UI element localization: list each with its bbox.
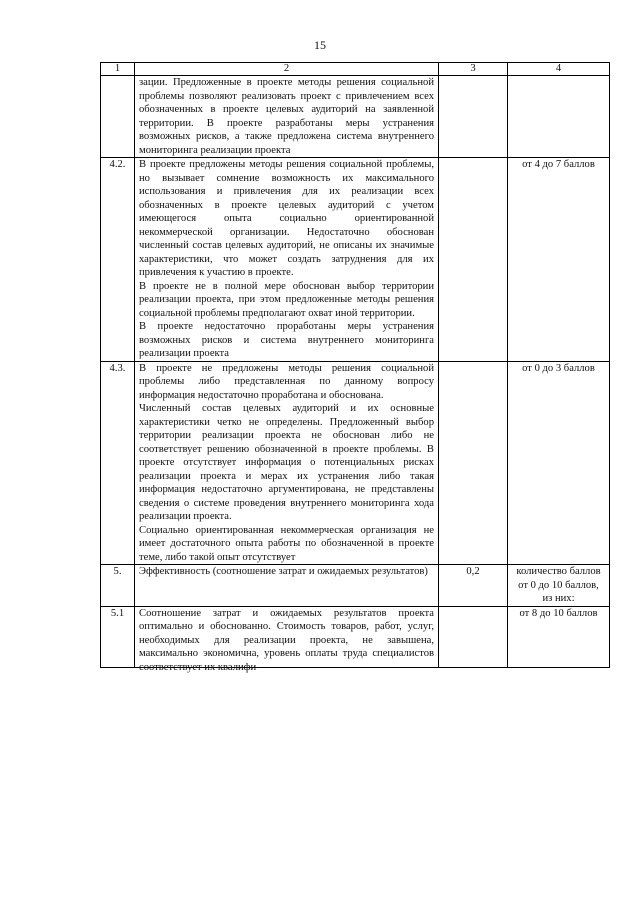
description-paragraph: Численный состав целевых аудиторий и их основные характеристики четко не определены. Предложенный выбор территории реализации проекта не обоснован либо не соответствует решению обозначенной в проекте проблемы. В проекте отсутствует информация о потенциальных рисках реализации проекта и мерах их устранения либо такая информация недостаточно аргументирована, не представлены сведения о системе проведения внутреннего мониторинга хода реализации проекта.	[139, 403, 434, 522]
row-weight: 0,2	[439, 565, 508, 607]
description-paragraph: В проекте не предложены методы решения социальной проблемы либо представленная по данному вопросу информация недостаточно проработана и обоснована.	[139, 362, 434, 401]
column-header: 1	[101, 63, 135, 76]
row-description	[135, 361, 439, 565]
page-number: 15	[314, 38, 326, 52]
row-score: от 4 до 7 баллов	[508, 158, 610, 362]
description-paragraph: Соотношение затрат и ожидаемых результатов проекта оптимально и обоснованно. Стоимость товаров, работ, услуг, необходимых для реализации проекта, не завышена, максимально экономична, уровень оплаты труда специалистов соответствует их квалифи-	[139, 607, 434, 673]
description-paragraph: Эффективность (соотношение затрат и ожидаемых результатов)	[139, 566, 428, 577]
row-number: 4.3.	[101, 361, 135, 565]
table-header-row	[101, 63, 610, 76]
row-score	[508, 76, 610, 158]
table-row	[101, 361, 610, 565]
table-row	[101, 565, 610, 607]
criteria-table	[100, 62, 610, 673]
row-number	[101, 76, 135, 158]
row-weight	[439, 76, 508, 158]
table-row	[101, 158, 610, 362]
row-score: от 8 до 10 баллов	[508, 606, 610, 667]
row-number: 5.1	[101, 606, 135, 667]
description-paragraph: В проекте предложены методы решения социальной проблемы, но вызывает сомнение возможность их максимального использования и привлечения для их реализации всех обозначенных в проекте целевых аудиторий с учетом имеющегося опыта социально ориентированной некоммерческой организации. Недостаточно обоснован численный состав целевых аудиторий, не описаны их значимые характеристики, что может создать затруднения для их привлечения к участию в проекте.	[139, 159, 434, 278]
row-number: 4.2.	[101, 158, 135, 362]
description-paragraph: Социально ориентированная некоммерческая организация не имеет достаточного опыта работы по обозначенной в проекте теме, либо такой опыт отсутствует	[139, 524, 434, 563]
column-header: 4	[508, 63, 610, 76]
description-paragraph: В проекте недостаточно проработаны меры устранения возможных рисков и система внутреннего мониторинга реализации проекта	[139, 321, 434, 359]
column-header: 3	[439, 63, 508, 76]
row-weight	[439, 606, 508, 667]
table-row	[101, 76, 610, 158]
description-paragraph: В проекте не в полной мере обоснован выбор территории реализации проекта, при этом предложенные методы решения социальной проблемы предполагают охват иной территории.	[139, 280, 434, 319]
row-weight	[439, 361, 508, 565]
row-description	[135, 565, 439, 607]
row-number: 5.	[101, 565, 135, 607]
row-score: от 0 до 3 баллов	[508, 361, 610, 565]
row-description	[135, 76, 439, 158]
column-header: 2	[135, 63, 439, 76]
row-weight	[439, 158, 508, 362]
row-description	[135, 158, 439, 362]
description-paragraph: зации. Предложенные в проекте методы решения социальной проблемы позволяют реализовать проект с привлечением всех обозначенных в проекте целевых аудиторий на заявленной территории. В проекте разработаны меры устранения возможных рисков, а также предложена система внутреннего мониторинга реализации проекта	[139, 77, 434, 156]
table-row	[101, 606, 610, 667]
row-description	[135, 606, 439, 673]
row-score: количество баллов от 0 до 10 баллов, из них:	[508, 565, 610, 607]
